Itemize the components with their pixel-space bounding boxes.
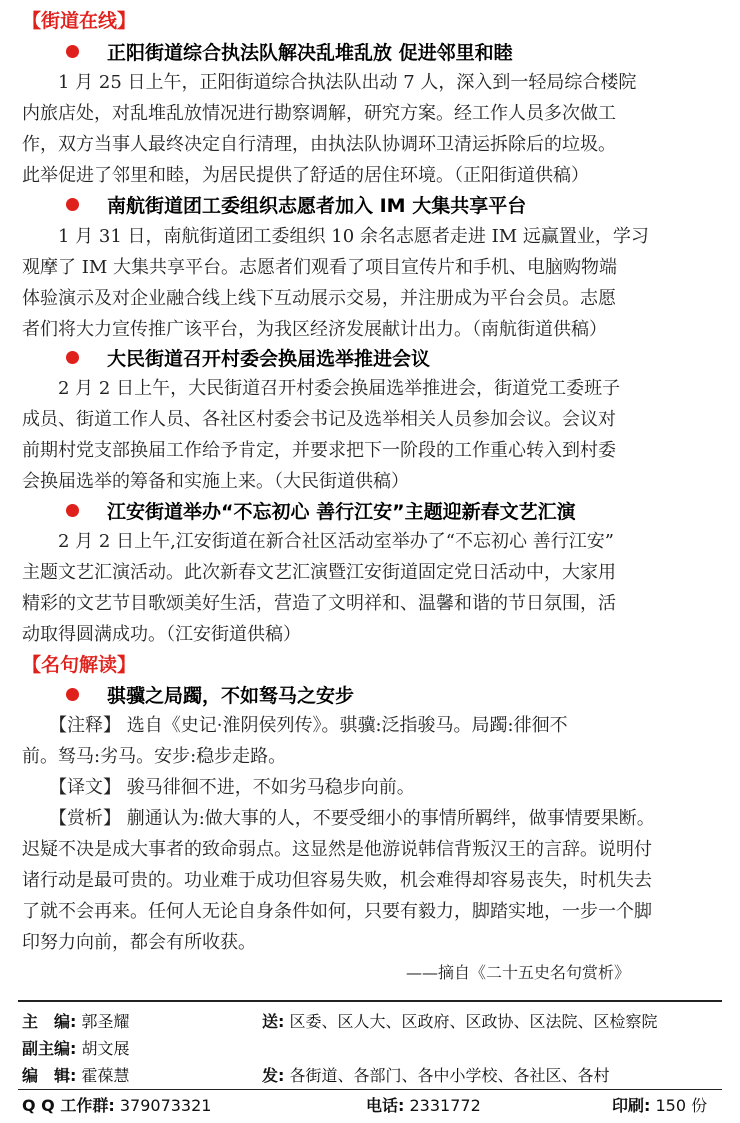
bullet-icon [66,198,79,211]
to-label: 送: [262,1012,285,1031]
body-line: 内旅店处，对乱堆乱放情况进行勘察调解，研究方案。经工作人员多次做工 [22,103,616,124]
news-body-1 [22,67,722,191]
bullet-icon [66,45,79,58]
footer-qq [22,1093,211,1116]
section-title-quote-reading: 【名句解读】 [22,654,137,676]
body-line: 2 月 2 日上午,江安街道在新合社区活动室举办了“不忘初心 善行江安” [22,531,614,552]
body-line: 【译文】 骏马徘徊不进，不如劣马稳步向前。 [22,777,415,798]
body-line: 体验演示及对企业融合线上线下互动展示交易，并注册成为平台会员。志愿 [22,288,616,309]
quote-source: ——摘自《二十五史名句赏析》 [405,963,630,982]
to-list: 区委、区人大、区政府、区政协、区法院、区检察院 [289,1012,658,1031]
body-line: 了就不会再来。任何人无论自身条件如何，只要有毅力，脚踏实地，一步一个脚 [22,901,652,922]
bullet-icon [66,504,79,517]
news-headline-3 [66,346,430,372]
quote-body [22,710,722,958]
body-line: 成员、街道工作人员、各社区村委会书记及选举相关人员参加会议。会议对 [22,409,616,430]
quote-headline-text: 骐骥之局躅，不如驽马之安步 [107,685,355,707]
footer-compiler [22,1063,130,1086]
bullet-icon [66,688,79,701]
compiler-label: 编 辑: [22,1066,77,1085]
news-body-2 [22,221,722,345]
body-line: 前。驽马:劣马。安步:稳步走路。 [22,746,287,767]
footer-phone [366,1093,481,1116]
news-headline-1 [66,40,513,66]
phone-label: 电话: [366,1096,405,1115]
print-label: 印刷: [612,1096,651,1115]
news-headline-2 [66,193,526,219]
send-label: 发: [262,1066,285,1085]
body-line: 观摩了 IM 大集共享平台。志愿者们观看了项目宣传片和手机、电脑购物端 [22,257,617,278]
body-line: 【注释】 选自《史记·淮阴侯列传》。骐骥:泛指骏马。局躅:徘徊不 [22,715,568,736]
quote-headline [66,683,354,709]
body-line: 精彩的文艺节目歌颂美好生活，营造了文明祥和、温馨和谐的节日氛围，活 [22,593,616,614]
news-headline-4 [66,499,576,525]
footer-send [262,1063,610,1086]
bullet-icon [66,351,79,364]
footer-top-rule [18,1000,722,1002]
news-body-4 [22,526,722,650]
footer-bottom-rule [18,1089,722,1090]
editor-label: 主 编: [22,1012,77,1031]
body-line: 1 月 25 日上午，正阳街道综合执法队出动 7 人，深入到一轻局综合楼院 [22,72,637,93]
footer-editor [22,1009,130,1032]
body-line: 印努力向前，都会有所收获。 [22,932,256,953]
body-line: 动取得圆满成功。（江安街道供稿） [22,624,301,645]
body-line: 诸行动是最可贵的。功业难于成功但容易失败，机会难得却容易丧失，时机失去 [22,870,652,891]
compiler-name: 霍葆慧 [81,1066,130,1085]
qq-number: 379073321 [119,1096,212,1115]
send-list: 各街道、各部门、各中小学校、各社区、各村 [289,1066,610,1085]
body-line: 1 月 31 日，南航街道团工委组织 10 余名志愿者走进 IM 远赢置业，学习 [22,226,649,247]
footer-to [262,1009,658,1032]
news-headline-text: 南航街道团工委组织志愿者加入 IM 大集共享平台 [107,195,527,217]
body-line: 此举促进了邻里和睦，为居民提供了舒适的居住环境。（正阳街道供稿） [22,165,589,186]
body-line: 主题文艺汇演活动。此次新春文艺汇演暨江安街道固定党日活动中，大家用 [22,562,616,583]
body-line: 者们将大力宣传推广该平台，为我区经济发展献计出力。（南航街道供稿） [22,319,607,340]
phone-number: 2331772 [409,1096,481,1115]
body-line: 【赏析】 蒯通认为:做大事的人，不要受细小的事情所羁绊，做事情要果断。 [22,808,655,829]
deputy-label: 副主编: [22,1039,77,1058]
body-line: 2 月 2 日上午，大民街道召开村委会换届选举推进会，街道党工委班子 [22,378,621,399]
news-headline-text: 江安街道举办“不忘初心 善行江安”主题迎新春文艺汇演 [107,501,576,523]
footer-print [612,1093,707,1116]
qq-label: Q Q 工作群: [22,1096,115,1115]
body-line: 会换届选举的筹备和实施上来。（大民街道供稿） [22,471,409,492]
news-body-3 [22,373,722,497]
editor-name: 郭圣耀 [81,1012,130,1031]
news-headline-text: 大民街道召开村委会换届选举推进会议 [107,348,431,370]
news-headline-text: 正阳街道综合执法队解决乱堆乱放 促进邻里和睦 [107,42,513,64]
body-line: 作，双方当事人最终决定自行清理，由执法队协调环卫清运拆除后的垃圾。 [22,134,616,155]
body-line: 迟疑不决是成大事者的致命弱点。这显然是他游说韩信背叛汉王的言辞。说明付 [22,839,652,860]
body-line: 前期村党支部换届工作给予肯定，并要求把下一阶段的工作重心转入到村委 [22,440,616,461]
section-title-street-online: 【街道在线】 [22,10,137,32]
footer-deputy [22,1036,130,1059]
print-count: 150 份 [655,1096,708,1115]
deputy-name: 胡文展 [81,1039,130,1058]
